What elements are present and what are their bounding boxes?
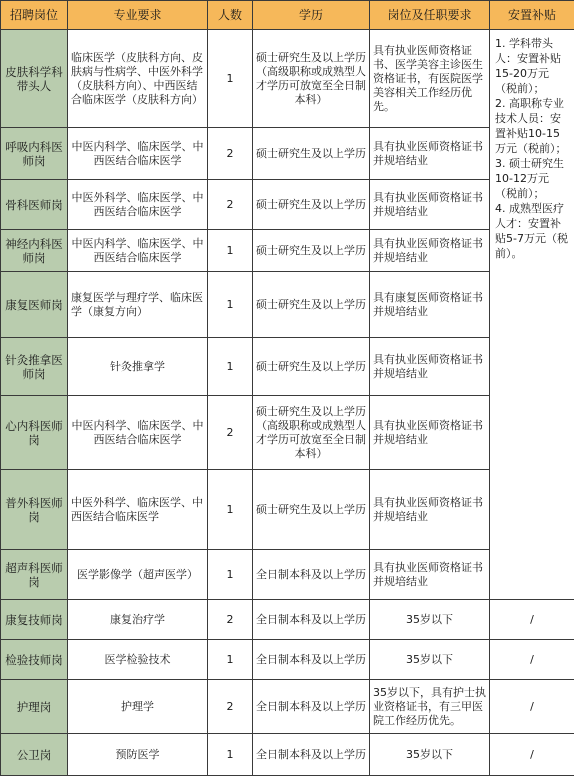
position-cell: 护理岗 (1, 680, 68, 734)
position-cell: 骨科医师岗 (1, 180, 68, 230)
major-cell: 医学影像学（超声医学） (68, 550, 208, 600)
position-cell: 检验技师岗 (1, 640, 68, 680)
count-cell: 2 (208, 600, 253, 640)
position-cell: 普外科医师岗 (1, 470, 68, 550)
major-cell: 中医内科学、临床医学、中西医结合临床医学 (68, 230, 208, 272)
table-row (1, 230, 574, 272)
count-cell: 2 (208, 128, 253, 180)
count-cell: 1 (208, 550, 253, 600)
position-cell: 超声科医师岗 (1, 550, 68, 600)
requirement-cell: 具有执业医师资格证书并规培结业 (370, 470, 490, 550)
subsidy-cell: / (490, 600, 574, 640)
education-cell: 硕士研究生及以上学历 (253, 338, 370, 396)
count-cell: 1 (208, 30, 253, 128)
education-cell: 硕士研究生及以上学历 (253, 128, 370, 180)
position-cell: 康复技师岗 (1, 600, 68, 640)
education-cell: 硕士研究生及以上学历（高级职称或成熟型人才学历可放宽至全日制本科） (253, 396, 370, 470)
count-cell: 1 (208, 272, 253, 338)
header-subsidy: 安置补贴 (490, 1, 574, 30)
count-cell: 1 (208, 470, 253, 550)
major-cell: 临床医学（皮肤科方向、皮肤病与性病学、中医外科学（皮肤科方向）、中西医结合临床医学（皮肤科方向） (68, 30, 208, 128)
count-cell: 2 (208, 680, 253, 734)
subsidy-cell: / (490, 640, 574, 680)
requirement-cell: 具有执业医师资格证书、医学美容主诊医生资格证书，有医院医学美容相关工作经历优先。 (370, 30, 490, 128)
header-position: 招聘岗位 (1, 1, 68, 30)
major-cell: 预防医学 (68, 734, 208, 776)
requirement-cell: 具有执业医师资格证书并规培结业 (370, 396, 490, 470)
position-cell: 康复医师岗 (1, 272, 68, 338)
education-cell: 全日制本科及以上学历 (253, 600, 370, 640)
header-education: 学历 (253, 1, 370, 30)
position-cell: 心内科医师岗 (1, 396, 68, 470)
major-cell: 中医外科学、临床医学、中西医结合临床医学 (68, 470, 208, 550)
major-cell: 医学检验技术 (68, 640, 208, 680)
education-cell: 硕士研究生及以上学历 (253, 180, 370, 230)
education-cell: 硕士研究生及以上学历 (253, 470, 370, 550)
count-cell: 2 (208, 180, 253, 230)
major-cell: 护理学 (68, 680, 208, 734)
major-cell: 中医内科学、临床医学、中西医结合临床医学 (68, 396, 208, 470)
major-cell: 康复治疗学 (68, 600, 208, 640)
table-row (1, 180, 574, 230)
education-cell: 全日制本科及以上学历 (253, 734, 370, 776)
table-row (1, 470, 574, 550)
header-row (1, 1, 574, 30)
table-row (1, 30, 574, 128)
subsidy-cell: / (490, 680, 574, 734)
count-cell: 1 (208, 338, 253, 396)
table-row (1, 734, 574, 776)
header-major: 专业要求 (68, 1, 208, 30)
position-cell: 皮肤科学科带头人 (1, 30, 68, 128)
major-cell: 中医外科学、临床医学、中西医结合临床医学 (68, 180, 208, 230)
count-cell: 1 (208, 230, 253, 272)
position-cell: 神经内科医师岗 (1, 230, 68, 272)
subsidy-merged-cell: 1. 学科带头人：安置补贴15-20万元（税前）； 2. 高职称专业技术人员：安置补贴10-15万元（税前）； 3. 硕士研究生10-12万元（税前）； 4. 成熟型医疗人才：安置补贴5-7万元（税前）。 (490, 30, 574, 600)
education-cell: 全日制本科及以上学历 (253, 680, 370, 734)
table-row (1, 128, 574, 180)
position-cell: 呼吸内科医师岗 (1, 128, 68, 180)
header-count: 人数 (208, 1, 253, 30)
header-requirement: 岗位及任职要求 (370, 1, 490, 30)
requirement-cell: 具有执业医师资格证书并规培结业 (370, 128, 490, 180)
requirement-cell: 具有执业医师资格证书并规培结业 (370, 230, 490, 272)
major-cell: 中医内科学、临床医学、中西医结合临床医学 (68, 128, 208, 180)
count-cell: 2 (208, 396, 253, 470)
requirement-cell: 35岁以下 (370, 734, 490, 776)
position-cell: 针灸推拿医师岗 (1, 338, 68, 396)
table-row (1, 272, 574, 338)
subsidy-cell: / (490, 734, 574, 776)
table-row (1, 680, 574, 734)
education-cell: 硕士研究生及以上学历（高级职称或成熟型人才学历可放宽至全日制本科） (253, 30, 370, 128)
table-row (1, 338, 574, 396)
requirement-cell: 35岁以下 (370, 640, 490, 680)
requirement-cell: 35岁以下，具有护士执业资格证书，有三甲医院工作经历优先。 (370, 680, 490, 734)
education-cell: 全日制本科及以上学历 (253, 550, 370, 600)
table-row (1, 396, 574, 470)
table-row (1, 600, 574, 640)
education-cell: 全日制本科及以上学历 (253, 640, 370, 680)
requirement-cell: 具有执业医师资格证书并规培结业 (370, 550, 490, 600)
requirement-cell: 具有执业医师资格证书并规培结业 (370, 338, 490, 396)
requirement-cell: 具有执业医师资格证书并规培结业 (370, 180, 490, 230)
education-cell: 硕士研究生及以上学历 (253, 230, 370, 272)
major-cell: 针灸推拿学 (68, 338, 208, 396)
table-row (1, 550, 574, 600)
requirement-cell: 35岁以下 (370, 600, 490, 640)
requirement-cell: 具有康复医师资格证书并规培结业 (370, 272, 490, 338)
table-row (1, 640, 574, 680)
position-cell: 公卫岗 (1, 734, 68, 776)
major-cell: 康复医学与理疗学、临床医学（康复方向） (68, 272, 208, 338)
count-cell: 1 (208, 640, 253, 680)
count-cell: 1 (208, 734, 253, 776)
education-cell: 硕士研究生及以上学历 (253, 272, 370, 338)
